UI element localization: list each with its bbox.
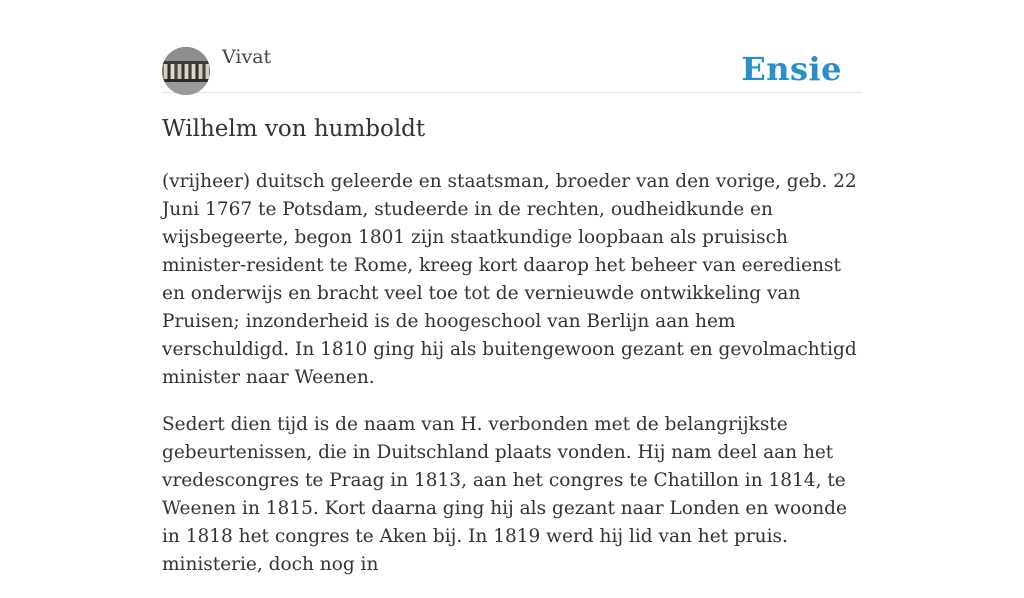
article-paragraph: Sedert dien tijd is de naam van H. verbonden met de belangrijkste gebeurtenissen, die in Duitschland plaats vonden. Hij nam deel aan het vredescongres te Praag in 1813, aan het congres te Chatillon in 1814, te Weenen in 1815. Kort daarna ging hij als gezant naar Londen en woonde in 1818 het congres te Aken bij. In 1819 werd hij lid van het pruis. ministerie, doch nog in xyxy=(162,414,847,575)
source-avatar[interactable] xyxy=(162,47,210,95)
brand-logo[interactable]: Ensie xyxy=(741,50,842,88)
page-content xyxy=(162,0,862,575)
article-body xyxy=(162,168,862,598)
header xyxy=(162,0,862,93)
article-title: Wilhelm von humboldt xyxy=(162,116,426,142)
bookshelf-icon xyxy=(162,47,210,95)
article-paragraph: (vrijheer) duitsch geleerde en staatsman, broeder van den vorige, geb. 22 Juni 1767 te Potsdam, studeerde in de rechten, oudheidkunde en wijsbegeerte, begon 1801 zijn staatkundige loopbaan als pruisisch minister-resident te Rome, kreeg kort daarop het beheer van eeredienst en onderwijs en bracht veel toe tot de vernieuwde ontwikkeling van Pruisen; inzonderheid is de hoogeschool van Berlijn aan hem verschuldigd. In 1810 ging hij als buitengewoon gezant en gevolmachtigd minister naar Weenen. xyxy=(162,171,857,388)
source-name[interactable]: Vivat xyxy=(222,46,272,68)
